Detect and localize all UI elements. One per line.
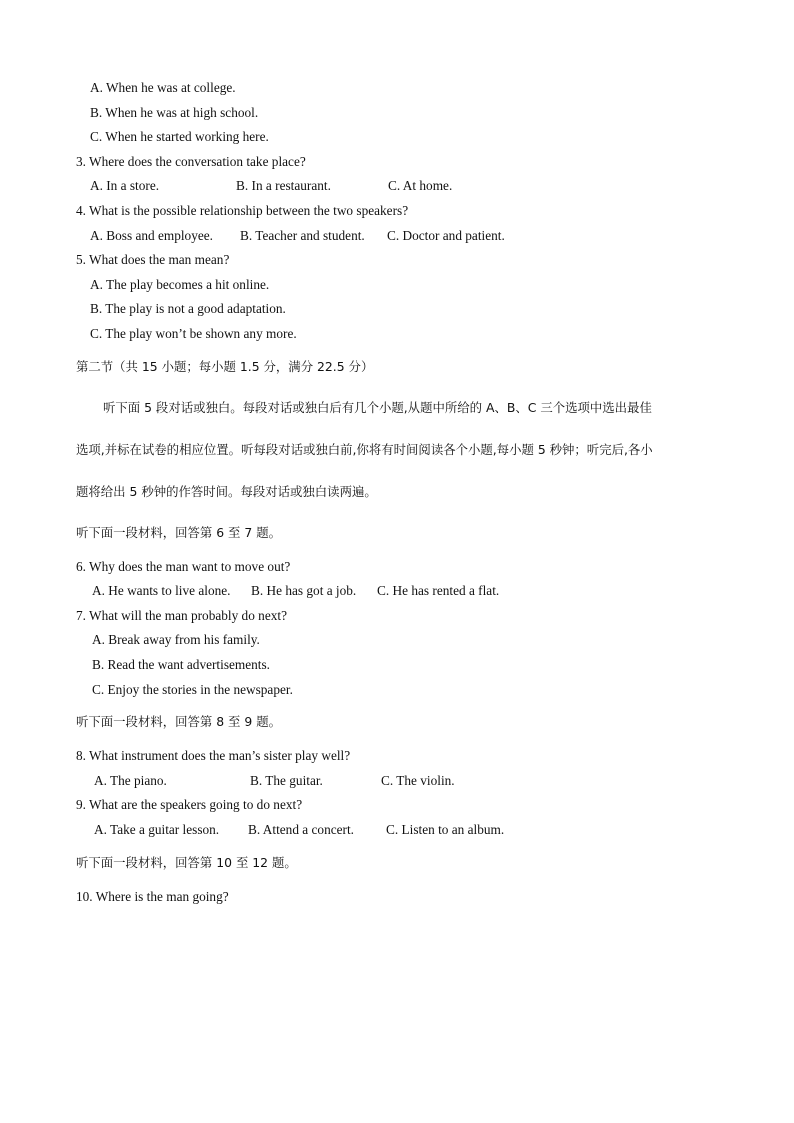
- q8-stem: 8. What instrument does the man’s sister play well?: [76, 748, 351, 763]
- q5-option-b: B. The play is not a good adaptation.: [90, 301, 286, 316]
- section-heading: 第二节（共 15 小题；每小题 1.5 分，满分 22.5 分）: [76, 359, 374, 374]
- section-instructions-line-3: 题将给出 5 秒钟的作答时间。每段对话或独白读两遍。: [76, 484, 377, 499]
- q9-stem: 9. What are the speakers going to do next?: [76, 797, 303, 812]
- q4-option-a: A. Boss and employee.: [90, 228, 213, 243]
- q4-option-b: B. Teacher and student.: [240, 228, 365, 243]
- q7-option-c: C. Enjoy the stories in the newspaper.: [92, 682, 293, 697]
- q9-option-a: A. Take a guitar lesson.: [94, 822, 220, 837]
- section-instructions-line-1: 听下面 5 段对话或独白。每段对话或独白后有几个小题,从题中所给的 A、B、C 三个选项中选出最佳: [103, 400, 652, 415]
- q6-stem: 6. Why does the man want to move out?: [76, 559, 291, 574]
- q8-option-a: A. The piano.: [94, 773, 167, 788]
- q7-stem: 7. What will the man probably do next?: [76, 608, 287, 623]
- q9-option-b: B. Attend a concert.: [248, 822, 354, 837]
- group-label-10-12: 听下面一段材料，回答第 10 至 12 题。: [76, 855, 297, 870]
- group-label-6-7: 听下面一段材料，回答第 6 至 7 题。: [76, 525, 281, 540]
- q2-option-b: B. When he was at high school.: [90, 105, 259, 120]
- q6-option-c: C. He has rented a flat.: [377, 583, 500, 598]
- q5-stem: 5. What does the man mean?: [76, 252, 230, 267]
- q6-option-b: B. He has got a job.: [251, 583, 357, 598]
- q3-stem: 3. Where does the conversation take place?: [76, 154, 306, 169]
- q2-option-c: C. When he started working here.: [90, 129, 269, 144]
- q5-option-a: A. The play becomes a hit online.: [90, 277, 270, 292]
- q3-option-b: B. In a restaurant.: [236, 178, 331, 193]
- q6-option-a: A. He wants to live alone.: [92, 583, 231, 598]
- q5-option-c: C. The play won’t be shown any more.: [90, 326, 297, 341]
- q10-stem: 10. Where is the man going?: [76, 889, 229, 904]
- q4-option-c: C. Doctor and patient.: [387, 228, 505, 243]
- q4-stem: 4. What is the possible relationship between the two speakers?: [76, 203, 409, 218]
- q3-option-a: A. In a store.: [90, 178, 160, 193]
- group-label-8-9: 听下面一段材料，回答第 8 至 9 题。: [76, 714, 281, 729]
- q2-option-a: A. When he was at college.: [90, 80, 236, 95]
- q8-option-b: B. The guitar.: [250, 773, 323, 788]
- q7-option-b: B. Read the want advertisements.: [92, 657, 270, 672]
- q9-option-c: C. Listen to an album.: [386, 822, 505, 837]
- q8-option-c: C. The violin.: [381, 773, 455, 788]
- section-instructions-line-2: 选项,并标在试卷的相应位置。听每段对话或独白前,你将有时间阅读各个小题,每小题 5 秒钟；听完后,各小: [76, 442, 653, 457]
- q7-option-a: A. Break away from his family.: [92, 632, 260, 647]
- q3-option-c: C. At home.: [388, 178, 453, 193]
